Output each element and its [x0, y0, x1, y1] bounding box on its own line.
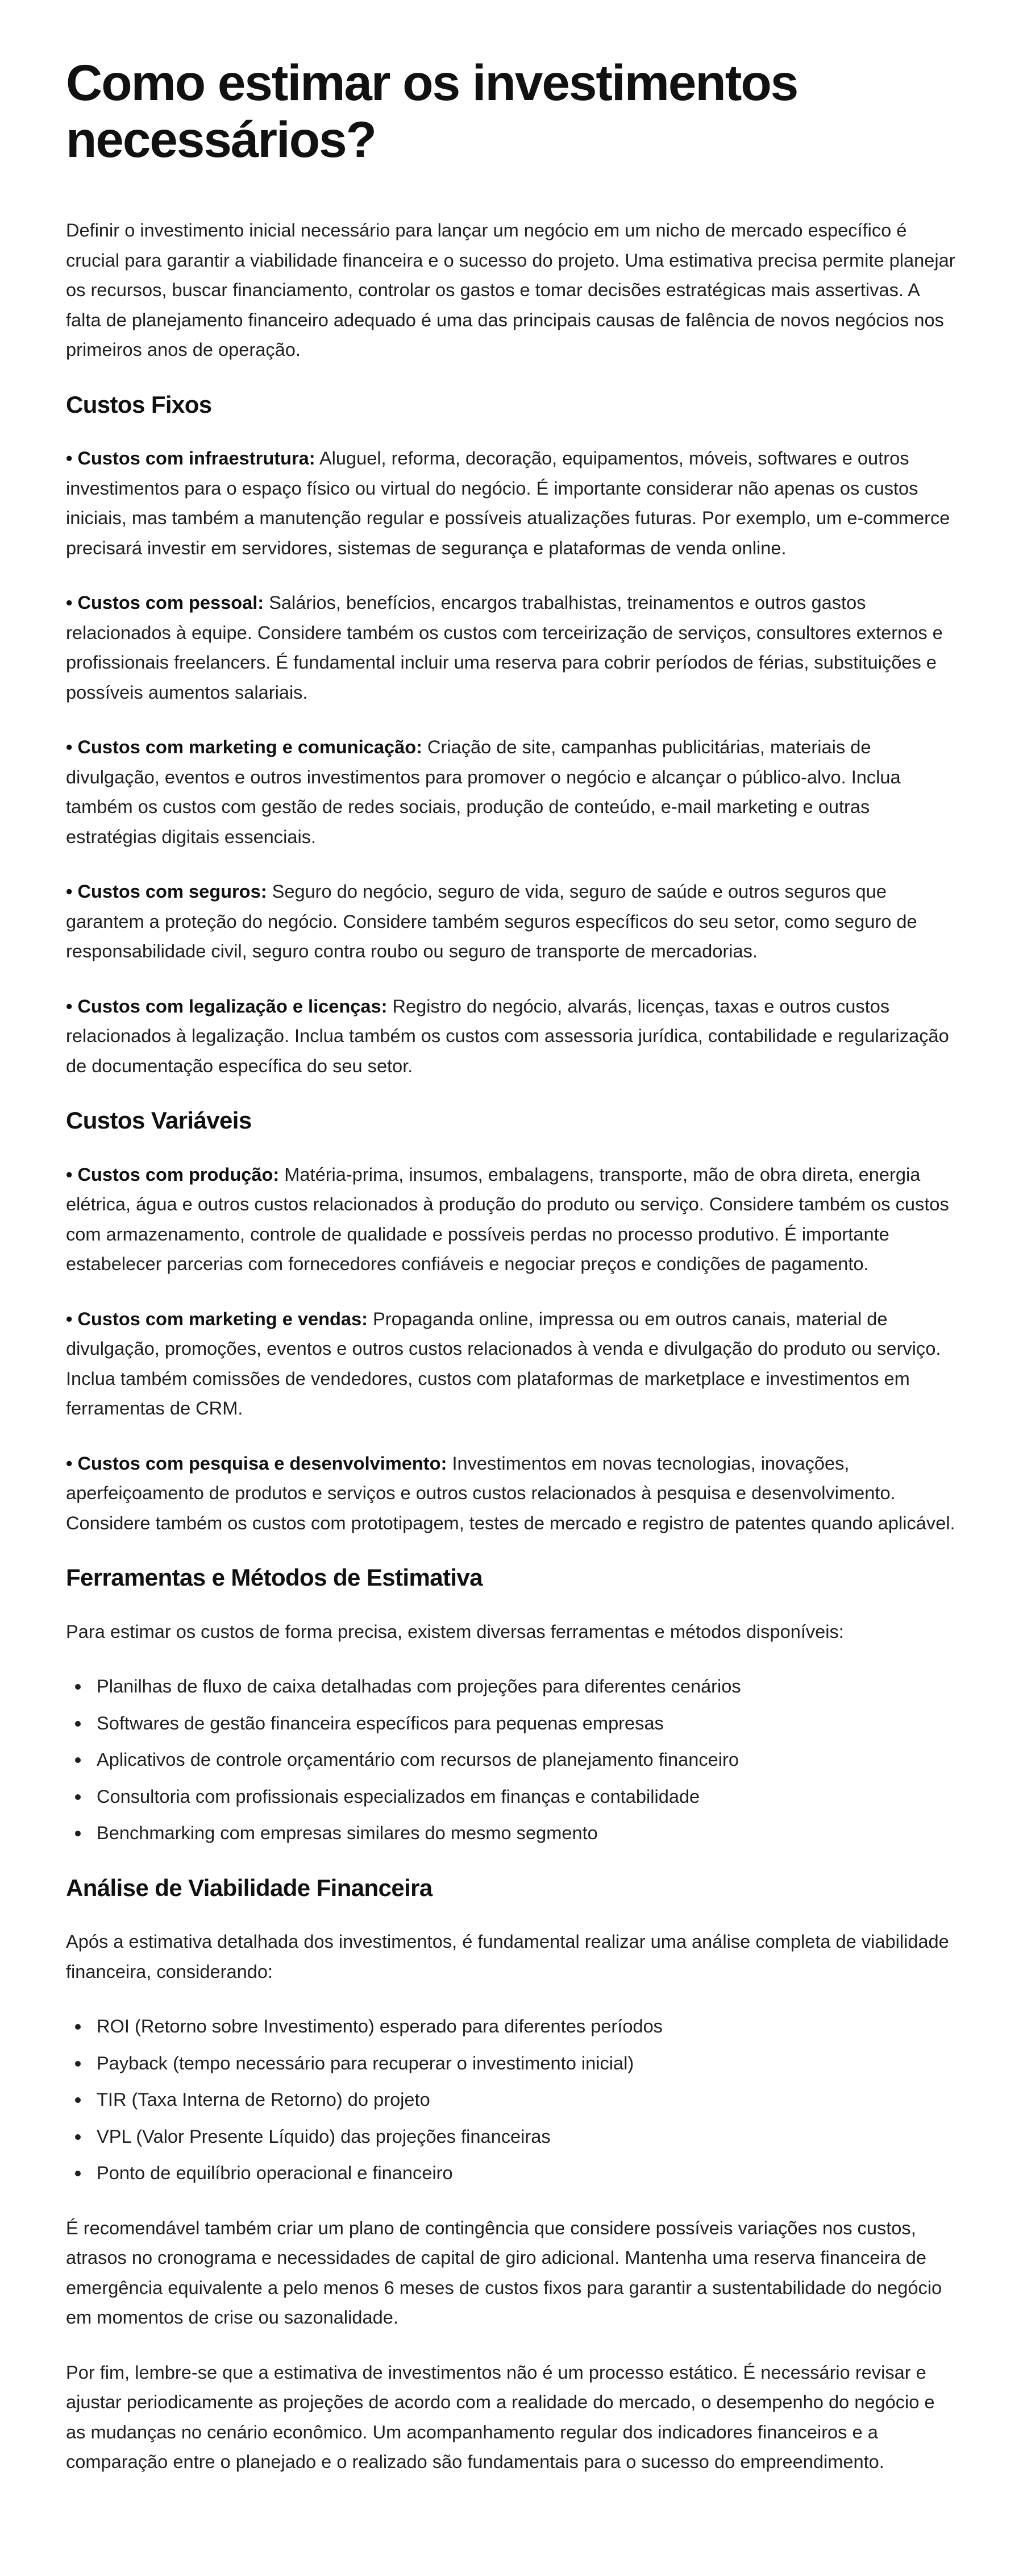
fixed-cost-label: • Custos com infraestrutura: — [66, 447, 315, 469]
variable-costs-heading: Custos Variáveis — [66, 1107, 252, 1134]
viability-heading: Análise de Viabilidade Financeira — [66, 1874, 433, 1901]
closing-paragraph: Por fim, lembre-se que a estimativa de investimentos não é um processo estático. É necessário revisar e ajustar periodicamente as projeções de acordo com a realidade do mercado, o desempenho do negócio e as mudanças no cenário econômico. Um acompanhamento regular dos indicadores financeiros e a comparação entre o planejado e o realizado são fundamentais para o sucesso do empreendimento. — [66, 2361, 935, 2473]
fixed-cost-text: Aluguel, reforma, decoração, equipamentos, móveis, softwares e outros investimentos para o espaço físico ou virtual do negócio. É importante considerar não apenas os custos iniciais, mas também a manutenção regular e possíveis atualizações futuras. Por exemplo, um e-commerce precisará investir em servidores, sistemas de segurança e plataformas de venda online. — [66, 447, 950, 558]
tools-heading: Ferramentas e Métodos de Estimativa — [66, 1564, 483, 1591]
fixed-cost-label: • Custos com legalização e licenças: — [66, 995, 388, 1017]
list-item: VPL (Valor Presente Líquido) das projeções financeiras — [97, 2122, 957, 2152]
fixed-cost-item — [66, 588, 957, 707]
fixed-cost-item — [66, 443, 957, 563]
fixed-cost-item — [66, 732, 957, 852]
viability-list — [66, 2011, 957, 2188]
fixed-cost-text: Criação de site, campanhas publicitárias, materiais de divulgação, eventos e outros investimentos para promover o negócio e alcançar o público-alvo. Inclua também os custos com gestão de redes sociais, produção de conteúdo, e-mail marketing e outras estratégias digitais essenciais. — [66, 736, 901, 847]
fixed-cost-item — [66, 877, 957, 966]
list-item: Consultoria com profissionais especializados em finanças e contabilidade — [97, 1782, 957, 1812]
fixed-cost-text: Salários, benefícios, encargos trabalhistas, treinamentos e outros gastos relacionados à equipe. Considere também os custos com terceirização de serviços, consultores externos e profissionais freelancers. É fundamental incluir uma reserva para cobrir períodos de férias, substituições e possíveis aumentos salariais. — [66, 592, 943, 703]
variable-cost-label: • Custos com produção: — [66, 1163, 280, 1185]
tools-section — [66, 1563, 957, 1848]
variable-cost-label: • Custos com pesquisa e desenvolvimento: — [66, 1452, 447, 1474]
fixed-cost-label: • Custos com marketing e comunicação: — [66, 736, 422, 758]
variable-cost-text: Matéria-prima, insumos, embalagens, transporte, mão de obra direta, energia elétrica, água e outros custos relacionados à produção do produto ou serviço. Considere também os custos com armazenamento, controle de qualidade e possíveis perdas no processo produtivo. É importante estabelecer parcerias com fornecedores confiáveis e negociar preços e condições de pagamento. — [66, 1163, 949, 1275]
fixed-cost-label: • Custos com pessoal: — [66, 592, 264, 613]
list-item: Softwares de gestão financeira específicos para pequenas empresas — [97, 1708, 957, 1739]
list-item: TIR (Taxa Interna de Retorno) do projeto — [97, 2085, 957, 2115]
viability-section — [66, 1873, 957, 2477]
fixed-costs-section — [66, 390, 957, 1081]
variable-cost-text: Propaganda online, impressa ou em outros canais, material de divulgação, promoções, eventos e outros custos relacionados à venda e divulgação do produto ou serviço. Inclua também comissões de vendedores, custos com plataformas de marketplace e investimentos em ferramentas de CRM. — [66, 1308, 941, 1419]
tools-lead: Para estimar os custos de forma precisa, existem diversas ferramentas e métodos disponíveis: — [66, 1620, 844, 1642]
variable-cost-text: Investimentos em novas tecnologias, inovações, aperfeiçoamento de produtos e serviços e outros custos relacionados à pesquisa e desenvolvimento. Considere também os custos com prototipagem, testes de mercado e registro de patentes quando aplicável. — [66, 1452, 955, 1533]
variable-cost-item — [66, 1449, 957, 1538]
list-item: Aplicativos de controle orçamentário com recursos de planejamento financeiro — [97, 1745, 957, 1775]
fixed-cost-text: Seguro do negócio, seguro de vida, seguro de saúde e outros seguros que garantem a proteção do negócio. Considere também seguros específicos do seu setor, como seguro de responsabilidade civil, seguro contra roubo ou seguro de transporte de mercadorias. — [66, 881, 917, 962]
intro-paragraph: Definir o investimento inicial necessário para lançar um negócio em um nicho de mercado específico é crucial para garantir a viabilidade financeira e o sucesso do projeto. Uma estimativa precisa permite planejar os recursos, buscar financiamento, controlar os gastos e tomar decisões estratégicas mais assertivas. A falta de planejamento financeiro adequado é uma das principais causas de falência de novos negócios nos primeiros anos de operação. — [66, 219, 955, 360]
list-item: Ponto de equilíbrio operacional e financeiro — [97, 2158, 957, 2188]
tools-list — [66, 1671, 957, 1848]
page-title: Como estimar os investimentos necessários? — [66, 54, 798, 168]
variable-cost-label: • Custos com marketing e vendas: — [66, 1308, 368, 1329]
variable-costs-section — [66, 1106, 957, 1538]
fixed-costs-heading: Custos Fixos — [66, 391, 212, 418]
fixed-cost-item — [66, 992, 957, 1081]
fixed-cost-text: Registro do negócio, alvarás, licenças, taxas e outros custos relacionados à legalização. Inclua também os custos com assessoria jurídica, contabilidade e regularização de documentação específica do seu setor. — [66, 995, 949, 1076]
variable-cost-item — [66, 1160, 957, 1279]
list-item: Benchmarking com empresas similares do mesmo segmento — [97, 1818, 957, 1848]
contingency-paragraph: É recomendável também criar um plano de contingência que considere possíveis variações nos custos, atrasos no cronograma e necessidades de capital de giro adicional. Mantenha uma reserva financeira de emergência equivalente a pelo menos 6 meses de custos fixos para garantir a sustentabilidade do negócio em momentos de crise ou sazonalidade. — [66, 2217, 942, 2328]
list-item: ROI (Retorno sobre Investimento) esperado para diferentes períodos — [97, 2011, 957, 2042]
list-item: Payback (tempo necessário para recuperar o investimento inicial) — [97, 2048, 957, 2079]
viability-lead: Após a estimativa detalhada dos investimentos, é fundamental realizar uma análise completa de viabilidade financeira, considerando: — [66, 1931, 949, 1982]
fixed-cost-label: • Custos com seguros: — [66, 881, 267, 902]
variable-cost-item — [66, 1304, 957, 1424]
list-item: Planilhas de fluxo de caixa detalhadas com projeções para diferentes cenários — [97, 1671, 957, 1702]
